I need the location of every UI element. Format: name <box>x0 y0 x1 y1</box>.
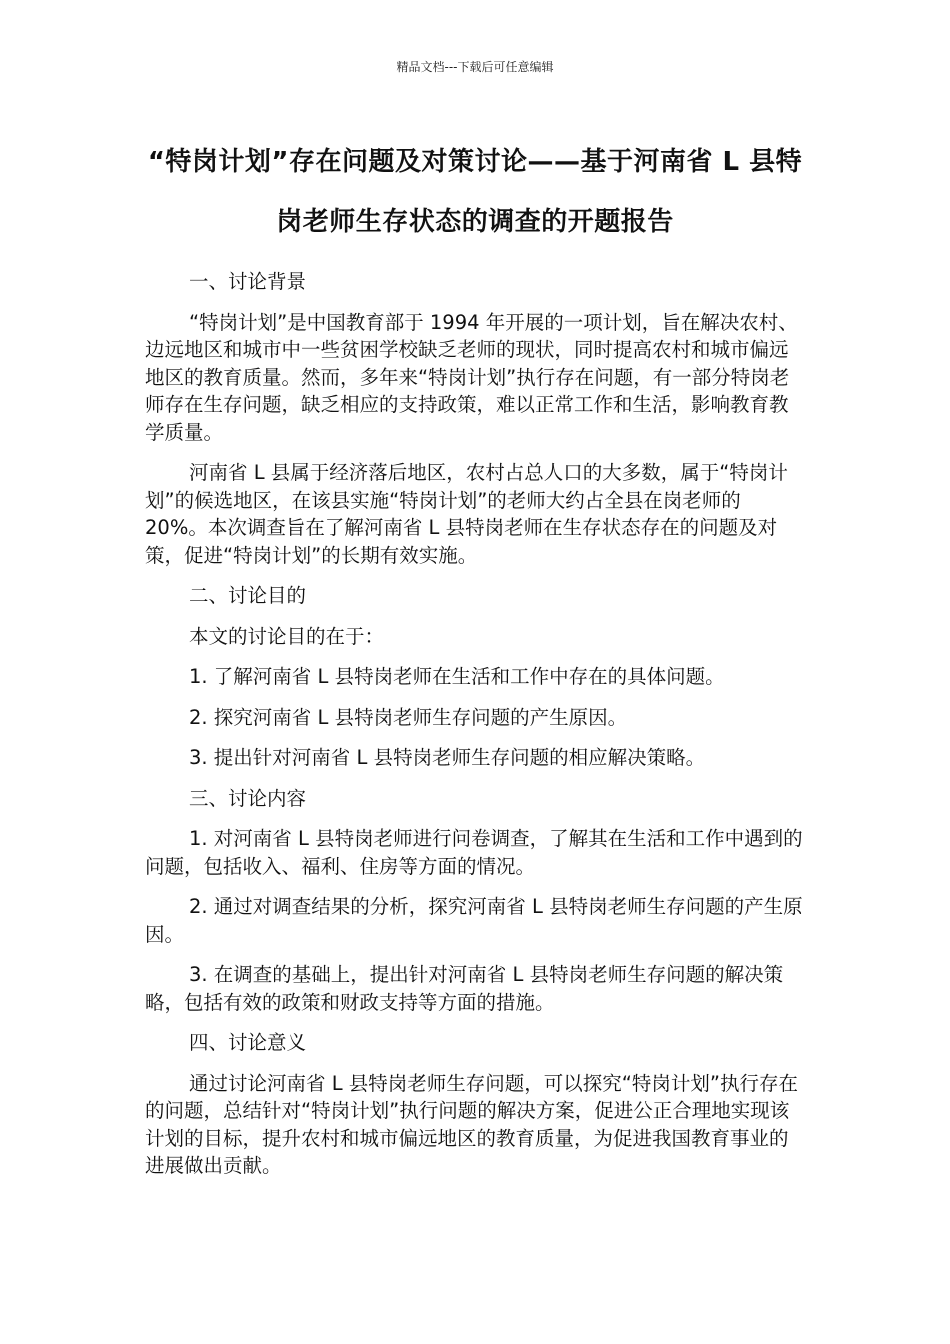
section-heading-significance: 四、讨论意义 <box>189 1031 307 1054</box>
document-title: “特岗计划”存在问题及对策讨论——基于河南省 L 县特岗老师生存状态的调查的开题报告 <box>147 147 803 237</box>
page-header: 精品文档---下载后可任意编辑 <box>396 60 554 74</box>
list-item-purpose-1: 1. 了解河南省 L 县特岗老师在生活和工作中存在的具体问题。 <box>189 665 725 688</box>
paragraph-background-2: 河南省 L 县属于经济落后地区，农村占总人口的大多数，属于“特岗计划”的候选地区，在该县实施“特岗计划”的老师大约占全县在岗老师的 20%。本次调查旨在了解河南省 L 县特岗老师在生存状态存在的问题及对策，促进“特岗计划”的长期有效实施。 <box>145 461 788 567</box>
list-item-purpose-3: 3. 提出针对河南省 L 县特岗老师生存问题的相应解决策略。 <box>189 746 706 769</box>
section-heading-content: 三、讨论内容 <box>189 786 307 810</box>
list-item-content-1: 1. 对河南省 L 县特岗老师进行问卷调查，了解其在生活和工作中遇到的问题，包括收入、福利、住房等方面的情况。 <box>145 827 803 878</box>
paragraph-significance: 通过讨论河南省 L 县特岗老师生存问题，可以探究“特岗计划”执行存在的问题，总结针对“特岗计划”执行问题的解决方案，促进公正合理地实现该计划的目标，提升农村和城市偏远地区的教育质量，为促进我国教育事业的进展做出贡献。 <box>145 1071 798 1177</box>
paragraph-background-1: “特岗计划”是中国教育部于 1994 年开展的一项计划，旨在解决农村、边远地区和城市中一些贫困学校缺乏老师的现状，同时提高农村和城市偏远地区的教育质量。然而，多年来“特岗计划”执行存在问题，有一部分特岗老师存在生存问题，缺乏相应的支持政策，难以正常工作和生活，影响教育教学质量。 <box>145 310 798 444</box>
section-heading-background: 一、讨论背景 <box>189 270 307 293</box>
section-heading-purpose: 二、讨论目的 <box>189 584 307 607</box>
list-item-content-2: 2. 通过对调查结果的分析，探究河南省 L 县特岗老师生存问题的产生原因。 <box>145 895 803 946</box>
list-item-purpose-2: 2. 探究河南省 L 县特岗老师生存问题的产生原因。 <box>189 705 628 729</box>
paragraph-purpose-intro: 本文的讨论目的在于： <box>189 624 385 648</box>
document-body <box>145 268 805 1180</box>
list-item-content-3: 3. 在调查的基础上，提出针对河南省 L 县特岗老师生存问题的解决策略，包括有效的政策和财政支持等方面的措施。 <box>145 963 784 1014</box>
